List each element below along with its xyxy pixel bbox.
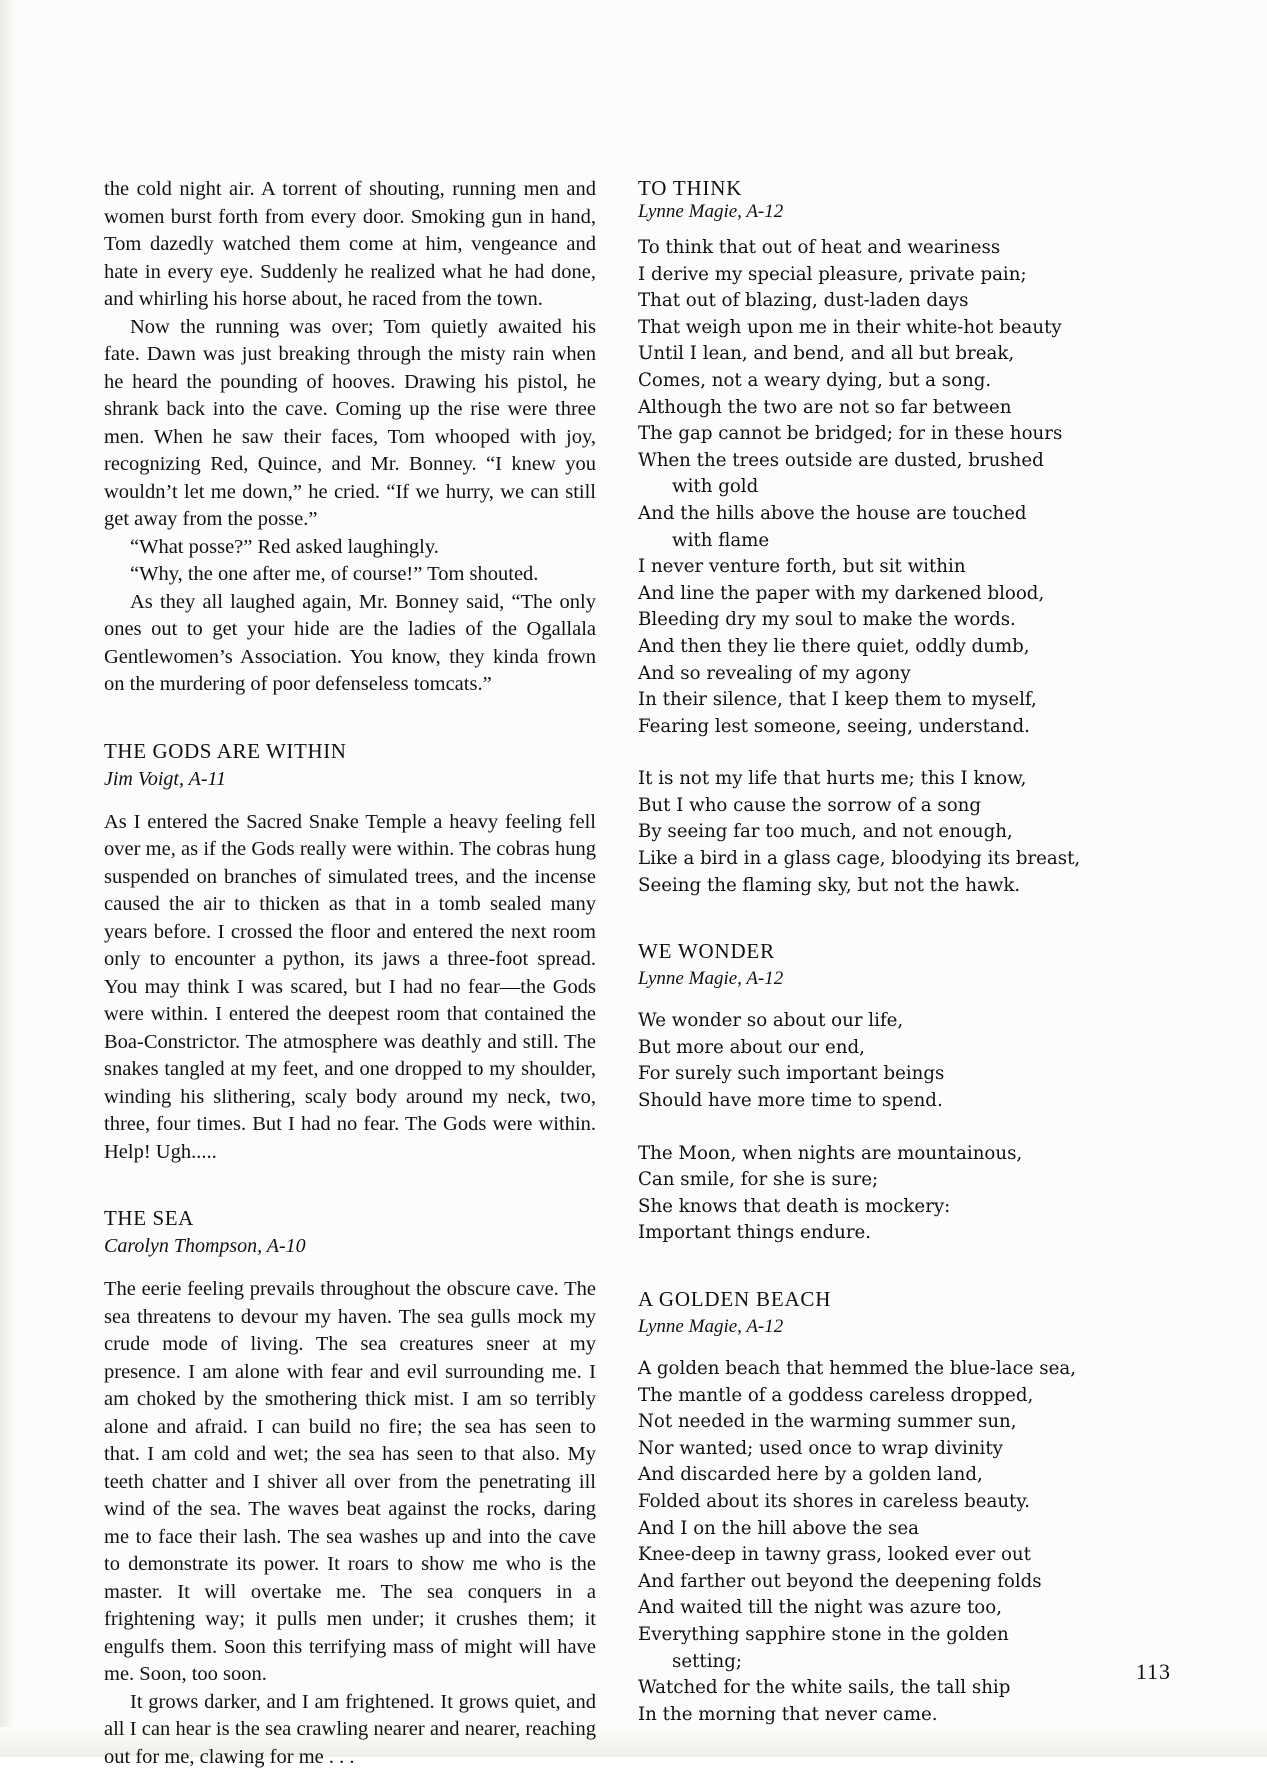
poem-line: But I who cause the sorrow of a song — [638, 793, 1130, 820]
right-column — [638, 176, 1130, 1771]
story-paragraph: “Why, the one after me, of course!” Tom shouted. — [104, 561, 596, 589]
piece-header — [104, 1206, 596, 1258]
poem-line: Not needed in the warming summer sun, — [638, 1409, 1130, 1436]
poem-line: Everything sapphire stone in the golden — [638, 1622, 1130, 1649]
poem-title: TO THINK — [638, 176, 1130, 201]
poem-line: Should have more time to spend. — [638, 1088, 1130, 1115]
poem-to-think — [638, 176, 1130, 899]
story-paragraph: the cold night air. A torrent of shouting, running men and women burst forth from every door. Smoking gun in hand, Tom dazedly watched them come at him, vengeance and hate in every eye. Suddenly he realized what he had done, and whirling his horse about, he raced from the town. — [104, 176, 596, 314]
piece-paragraph: As I entered the Sacred Snake Temple a heavy feeling fell over me, as if the Gods really were within. The cobras hung suspended on branches of simulated trees, and the incense caused the air to thicken as that in a tomb sealed many years before. I crossed the floor and entered the next room only to encounter a python, its jaws a three-foot spread. You may think I was scared, but I had no fear—the Gods were within. I entered the deepest room that contained the Boa-Constrictor. The atmosphere was deathly and still. The snakes tangled at my feet, and one dropped to my shoulder, winding his slithering, scaly body around my neck, two, three, four times. But I had no fear. The Gods were within. Help! Ugh..... — [104, 809, 596, 1167]
poem-line: Watched for the white sails, the tall ship — [638, 1675, 1130, 1702]
poem-we-wonder — [638, 939, 1130, 1247]
poem-line: And the hills above the house are touched — [638, 501, 1130, 528]
story-paragraph: “What posse?” Red asked laughingly. — [104, 534, 596, 562]
piece-byline: Carolyn Thompson, A-10 — [104, 1235, 596, 1258]
poem-line: Can smile, for she is sure; — [638, 1167, 1130, 1194]
poem-line: And so revealing of my agony — [638, 661, 1130, 688]
poem-line: Until I lean, and bend, and all but break, — [638, 341, 1130, 368]
poem-stanza — [638, 1141, 1130, 1247]
spacer — [638, 223, 1130, 235]
poem-header — [638, 939, 1130, 990]
continued-story — [104, 176, 596, 699]
poem-line: It is not my life that hurts me; this I know, — [638, 766, 1130, 793]
poem-line: We wonder so about our life, — [638, 1008, 1130, 1035]
poem-stanza — [638, 235, 1130, 740]
poem-line: And line the paper with my darkened blood, — [638, 581, 1130, 608]
poem-a-golden-beach — [638, 1287, 1130, 1728]
poem-line: By seeing far too much, and not enough, — [638, 819, 1130, 846]
poem-title: WE WONDER — [638, 939, 1130, 964]
poem-header — [638, 176, 1130, 223]
piece-byline: Jim Voigt, A-11 — [104, 768, 596, 791]
piece-header — [104, 739, 596, 791]
story-paragraph: As they all laughed again, Mr. Bonney said, “The only ones out to get your hide are the ladies of the Ogallala Gentlewomen’s Association. You know, they kinda frown on the murdering of poor defenseless tomcats.” — [104, 589, 596, 699]
poem-stanza — [638, 1008, 1130, 1114]
poem-line: A golden beach that hemmed the blue-lace sea, — [638, 1356, 1130, 1383]
poem-line: Bleeding dry my soul to make the words. — [638, 607, 1130, 634]
poem-line: And I on the hill above the sea — [638, 1516, 1130, 1543]
piece-title: THE SEA — [104, 1206, 596, 1231]
poem-line: And discarded here by a golden land, — [638, 1462, 1130, 1489]
poem-line: The gap cannot be bridged; for in these hours — [638, 421, 1130, 448]
piece-paragraph: It grows darker, and I am frightened. It grows quiet, and all I can hear is the sea crawling nearer and nearer, reaching out for me, clawing for me . . . — [104, 1689, 596, 1771]
poem-line: Comes, not a weary dying, but a song. — [638, 368, 1130, 395]
poem-line: with flame — [638, 528, 1130, 555]
poem-line: When the trees outside are dusted, brushed — [638, 448, 1130, 475]
piece-title: THE GODS ARE WITHIN — [104, 739, 596, 764]
poem-line: That weigh upon me in their white-hot beauty — [638, 315, 1130, 342]
poem-line: setting; — [638, 1649, 1130, 1676]
poem-line: Nor wanted; used once to wrap divinity — [638, 1436, 1130, 1463]
poem-line: The mantle of a goddess careless dropped, — [638, 1383, 1130, 1410]
poem-line: And waited till the night was azure too, — [638, 1595, 1130, 1622]
poem-line: In the morning that never came. — [638, 1702, 1130, 1729]
poem-header — [638, 1287, 1130, 1338]
poem-line: And farther out beyond the deepening folds — [638, 1569, 1130, 1596]
poem-line: Important things endure. — [638, 1220, 1130, 1247]
poem-line: To think that out of heat and weariness — [638, 235, 1130, 262]
poem-line: The Moon, when nights are mountainous, — [638, 1141, 1130, 1168]
scan-edge-left — [0, 0, 14, 1757]
poem-line: She knows that death is mockery: — [638, 1194, 1130, 1221]
story-paragraph: Now the running was over; Tom quietly awaited his fate. Dawn was just breaking through the misty rain when he heard the pounding of hooves. Drawing his pistol, he shrank back into the cave. Coming up the rise were three men. When he saw their faces, Tom whooped with joy, recognizing Red, Quince, and Mr. Bonney. “I knew you wouldn’t let me down,” he cried. “If we hurry, we can still get away from the posse.” — [104, 314, 596, 534]
poem-byline: Lynne Magie, A-12 — [638, 1316, 1130, 1338]
poem-line: Like a bird in a glass cage, bloodying its breast, — [638, 846, 1130, 873]
poem-line: Folded about its shores in careless beauty. — [638, 1489, 1130, 1516]
two-column-layout — [104, 176, 1164, 1771]
poem-line: For surely such important beings — [638, 1061, 1130, 1088]
poem-line: I never venture forth, but sit within — [638, 554, 1130, 581]
poem-stanza — [638, 1356, 1130, 1728]
poem-line: Fearing lest someone, seeing, understand. — [638, 714, 1130, 741]
poem-line: And then they lie there quiet, oddly dumb, — [638, 634, 1130, 661]
page-content — [104, 176, 1164, 1771]
poem-line: In their silence, that I keep them to myself, — [638, 687, 1130, 714]
poem-line: I derive my special pleasure, private pain; — [638, 262, 1130, 289]
poem-line: Although the two are not so far between — [638, 395, 1130, 422]
piece-the-sea — [104, 1206, 596, 1771]
poem-line: with gold — [638, 474, 1130, 501]
left-column — [104, 176, 596, 1771]
poem-line: That out of blazing, dust-laden days — [638, 288, 1130, 315]
poem-line: But more about our end, — [638, 1035, 1130, 1062]
poem-stanza — [638, 766, 1130, 899]
poem-title: A GOLDEN BEACH — [638, 1287, 1130, 1312]
piece-paragraph: The eerie feeling prevails throughout the obscure cave. The sea threatens to devour my haven. The sea gulls mock my crude mode of living. The sea creatures sneer at my presence. I am alone with fear and evil surrounding me. I am choked by the smothering thick mist. I am so terribly alone and afraid. I can build no fire; the sea has seen to that. I am cold and wet; the sea has seen to that also. My teeth chatter and I shiver all over from the penetrating ill wind of the sea. The waves beat against the rocks, daring me to face their lash. The sea washes up and into the cave to demonstrate its power. It roars to show me who is the master. It will overtake me. The sea conquers in a frightening way; it pulls men under; it crushes them; it engulfs them. Soon this terrifying mass of might will have me. Soon, too soon. — [104, 1276, 596, 1689]
piece-the-gods-are-within — [104, 739, 596, 1167]
poem-line: Knee-deep in tawny grass, looked ever out — [638, 1542, 1130, 1569]
poem-line: Seeing the flaming sky, but not the hawk. — [638, 873, 1130, 900]
page-number: 113 — [1136, 1659, 1171, 1685]
poem-byline: Lynne Magie, A-12 — [638, 201, 1130, 223]
poem-byline: Lynne Magie, A-12 — [638, 968, 1130, 990]
